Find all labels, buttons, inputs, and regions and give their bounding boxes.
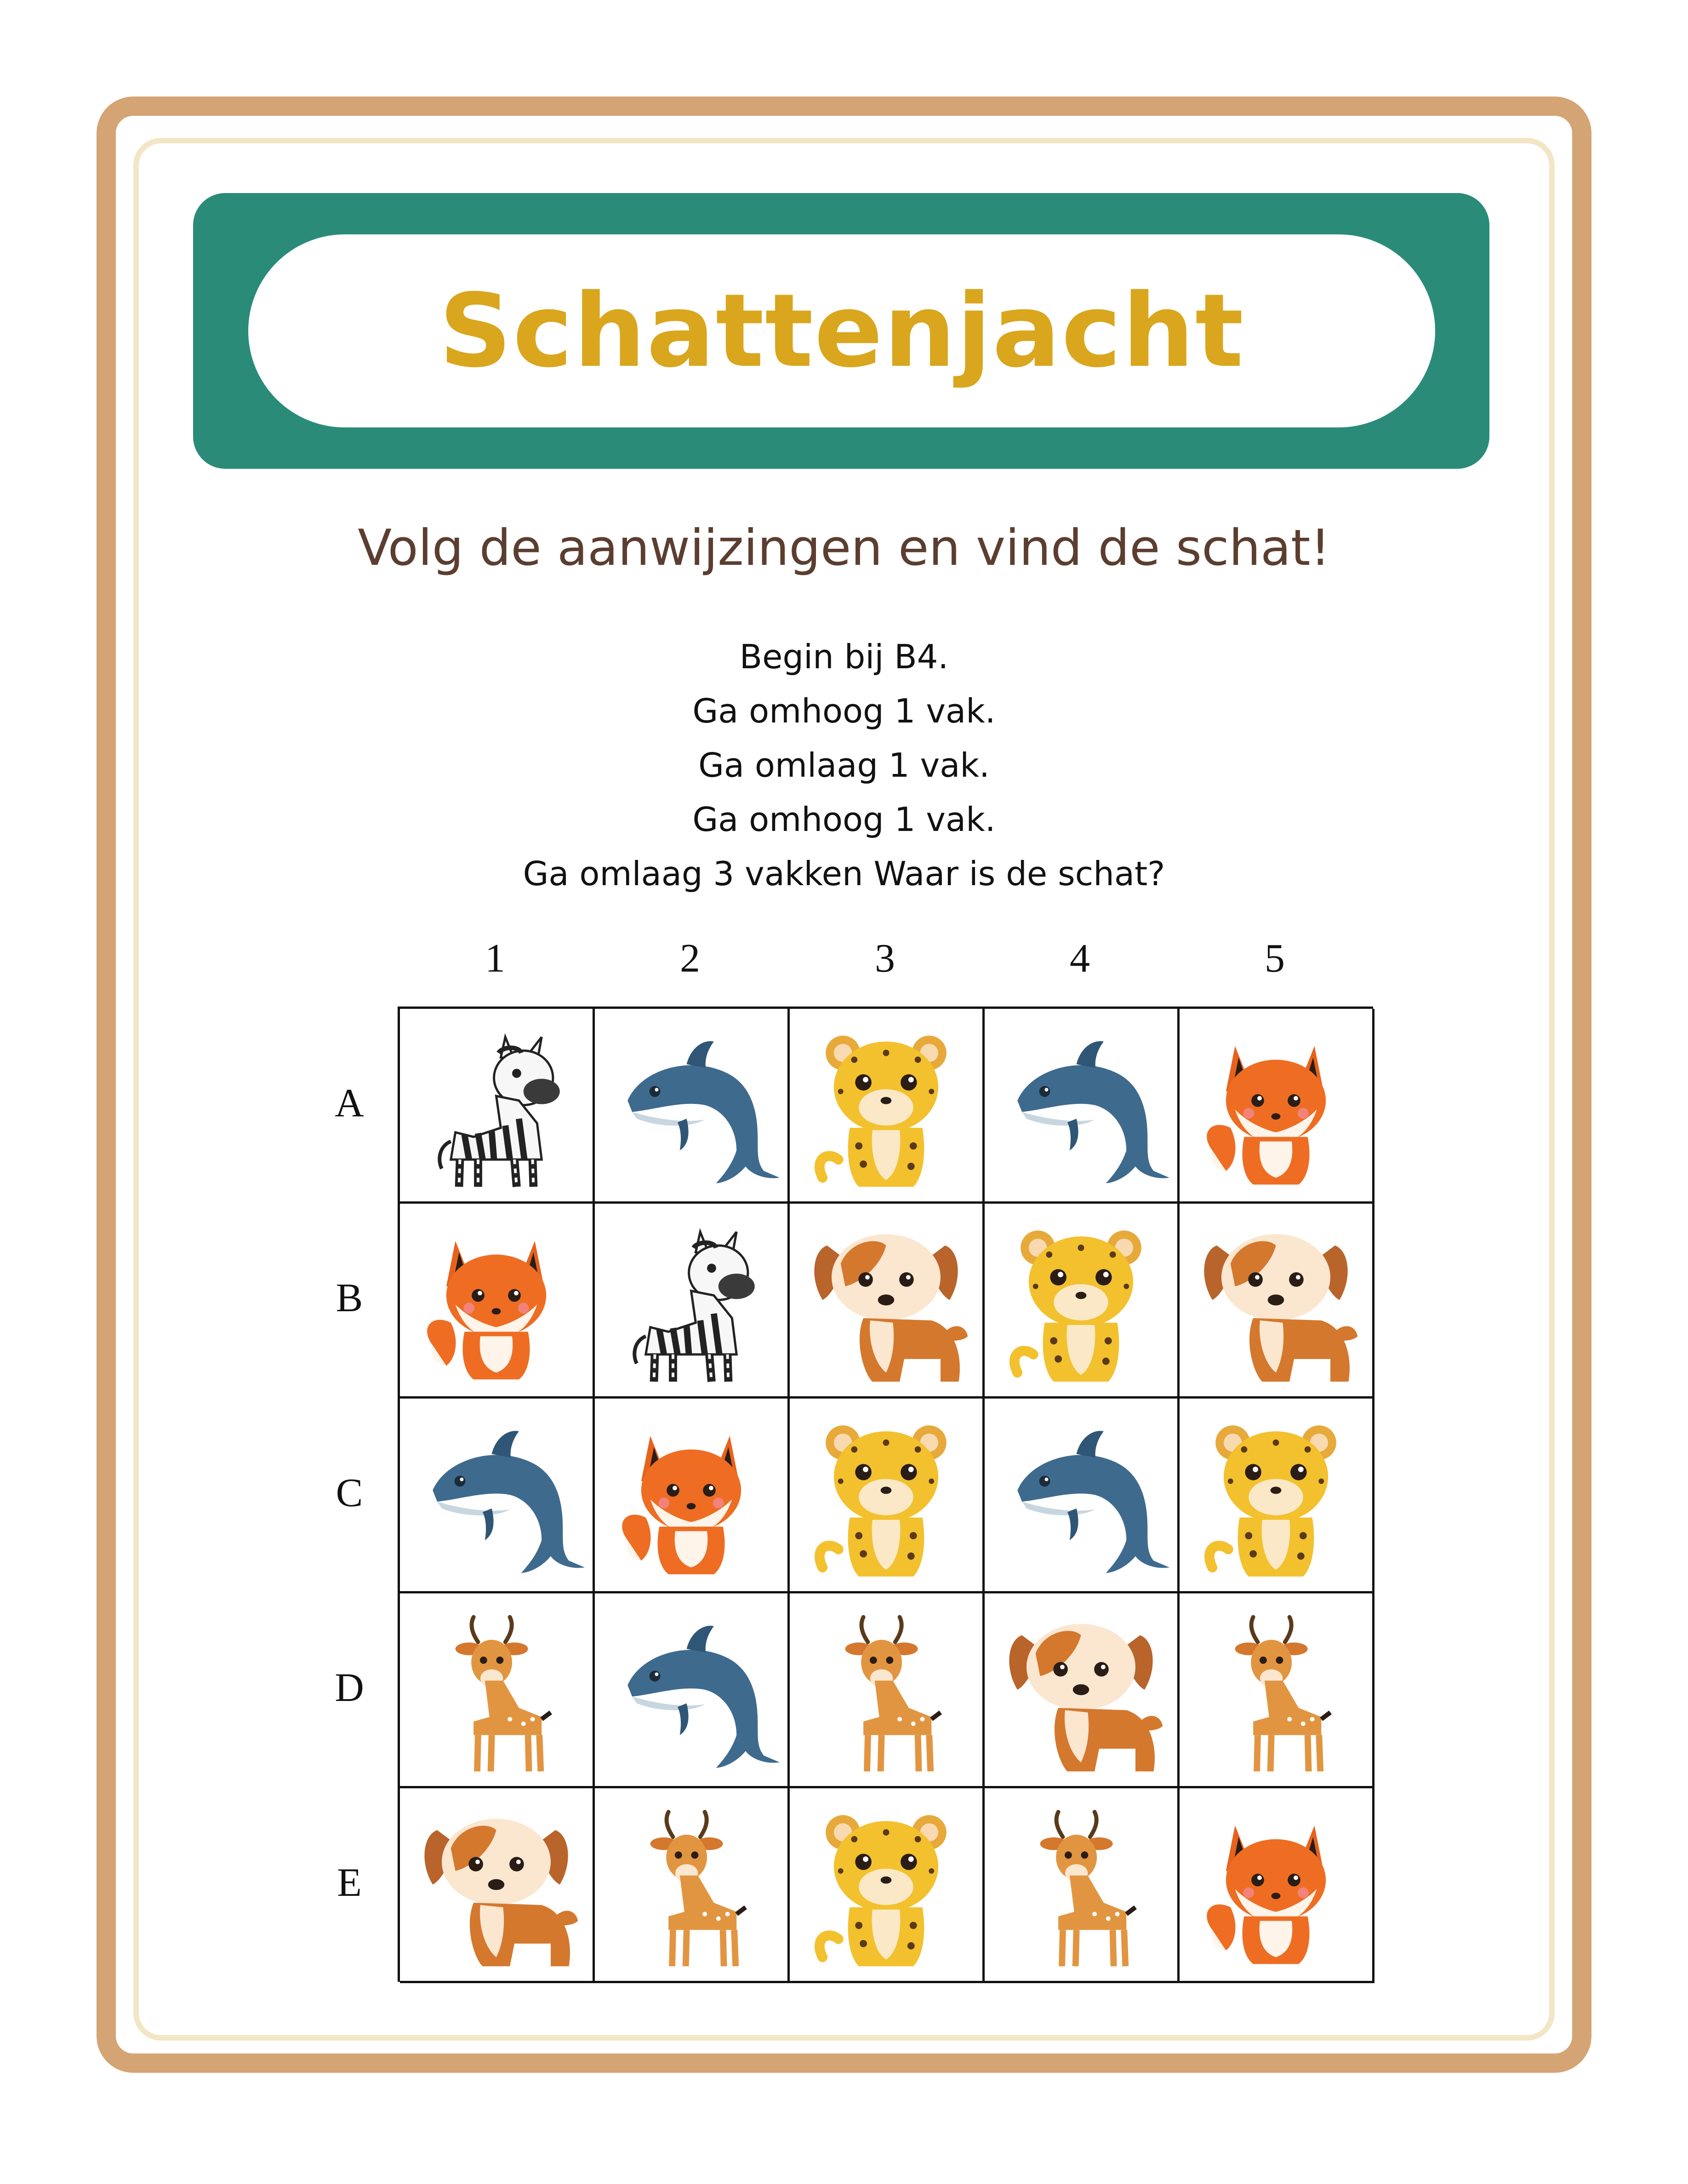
grid-cell <box>595 1593 790 1788</box>
title-pill <box>248 234 1435 427</box>
row-label: A <box>335 1081 364 1126</box>
grid-cell <box>790 1399 985 1593</box>
grid-cell <box>1180 1204 1374 1399</box>
grid-cell <box>985 1009 1180 1204</box>
leopard-icon <box>795 1014 977 1196</box>
fox-icon <box>1185 1794 1367 1975</box>
zebra-icon <box>405 1014 587 1196</box>
subtitle: Volg de aanwijzingen en vind de schat! <box>358 519 1330 577</box>
dolphin-icon <box>990 1404 1172 1586</box>
row-label: E <box>337 1860 362 1905</box>
instruction-line: Begin bij B4. <box>739 637 949 676</box>
grid-cell <box>985 1399 1180 1593</box>
row-label: B <box>336 1276 363 1320</box>
deer-icon <box>990 1794 1172 1975</box>
fox-icon <box>405 1209 587 1391</box>
grid-cell <box>400 1399 595 1593</box>
leopard-icon <box>1185 1404 1367 1586</box>
instruction-line: Ga omlaag 3 vakken Waar is de schat? <box>523 854 1165 893</box>
leopard-icon <box>990 1209 1172 1391</box>
grid-cell <box>790 1788 985 1983</box>
instructions <box>0 630 1688 901</box>
dog-icon <box>1185 1209 1367 1391</box>
column-label: 3 <box>875 936 895 981</box>
grid-cell <box>400 1204 595 1399</box>
grid-cell <box>1180 1593 1374 1788</box>
grid-cell <box>790 1204 985 1399</box>
fox-icon <box>600 1404 782 1586</box>
dog-icon <box>405 1794 587 1975</box>
leopard-icon <box>795 1404 977 1586</box>
deer-icon <box>405 1599 587 1780</box>
grid-cell <box>985 1788 1180 1983</box>
dolphin-icon <box>600 1014 782 1196</box>
column-label: 4 <box>1070 936 1090 981</box>
grid-cell <box>985 1593 1180 1788</box>
grid-cell <box>400 1009 595 1204</box>
page-title: Schattenjacht <box>439 272 1245 390</box>
grid-cell <box>595 1204 790 1399</box>
grid-cell <box>595 1399 790 1593</box>
instruction-line: Ga omhoog 1 vak. <box>692 692 996 730</box>
column-label: 5 <box>1265 936 1285 981</box>
grid-cell <box>400 1593 595 1788</box>
grid-cell <box>985 1204 1180 1399</box>
instruction-line: Ga omlaag 1 vak. <box>698 746 990 785</box>
row-label: D <box>335 1666 364 1710</box>
grid-cell <box>1180 1788 1374 1983</box>
deer-icon <box>1185 1599 1367 1780</box>
grid-cell <box>790 1593 985 1788</box>
instruction-line: Ga omhoog 1 vak. <box>692 800 996 839</box>
treasure-grid <box>398 1007 1373 1982</box>
dolphin-icon <box>990 1014 1172 1196</box>
row-label: C <box>336 1471 363 1515</box>
fox-icon <box>1185 1014 1367 1196</box>
column-label: 1 <box>485 936 505 981</box>
grid-cell <box>790 1009 985 1204</box>
zebra-icon <box>600 1209 782 1391</box>
grid-cell <box>595 1009 790 1204</box>
grid-cell <box>595 1788 790 1983</box>
grid-cell <box>400 1788 595 1983</box>
grid-cell <box>1180 1009 1374 1204</box>
grid-cell <box>1180 1399 1374 1593</box>
dolphin-icon <box>405 1404 587 1586</box>
dolphin-icon <box>600 1599 782 1780</box>
column-label: 2 <box>680 936 700 981</box>
deer-icon <box>795 1599 977 1780</box>
leopard-icon <box>795 1794 977 1975</box>
deer-icon <box>600 1794 782 1975</box>
dog-icon <box>990 1599 1172 1780</box>
dog-icon <box>795 1209 977 1391</box>
